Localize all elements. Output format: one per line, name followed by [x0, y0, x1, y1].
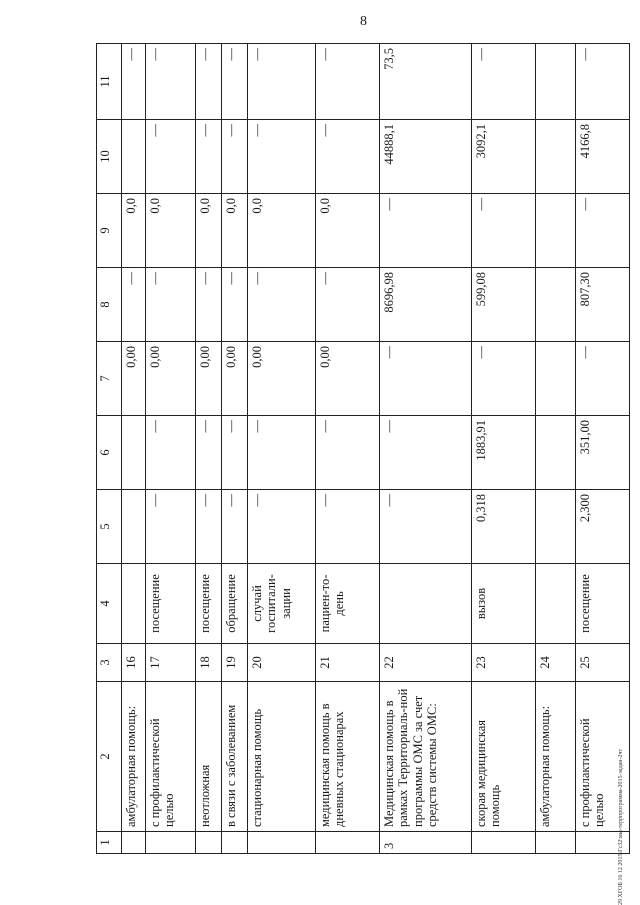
col-header-6: 6	[97, 416, 122, 490]
table-cell-10: 44888,1	[380, 120, 472, 194]
table-cell-1	[536, 832, 576, 854]
table-cell-8: —	[222, 268, 248, 342]
table-row	[380, 44, 472, 854]
table-cell-7: 0,00	[122, 342, 146, 416]
table-cell-4: пациен-то-день	[316, 564, 380, 644]
table-cell-5	[122, 490, 146, 564]
table-cell-2: медицинская помощь в дневных стационарах	[316, 682, 380, 832]
table-cell-1: 3	[380, 832, 472, 854]
table-cell-9: 0,0	[248, 194, 316, 268]
table-cell-6: —	[248, 416, 316, 490]
table-cell-9: —	[380, 194, 472, 268]
table-cell-7: —	[380, 342, 472, 416]
table-cell-8: 599,08	[472, 268, 536, 342]
table-row	[222, 44, 248, 854]
table-cell-5	[536, 490, 576, 564]
table-cell-4: случай госпитали-зации	[248, 564, 316, 644]
table-cell-11: —	[576, 44, 630, 120]
data-table	[96, 43, 630, 854]
table-cell-4: посещение	[196, 564, 222, 644]
table-cell-4	[122, 564, 146, 644]
table-cell-2: неотложная	[196, 682, 222, 832]
table-cell-11	[536, 44, 576, 120]
col-header-4: 4	[97, 564, 122, 644]
table-cell-4	[380, 564, 472, 644]
table-cell-1	[576, 832, 630, 854]
col-header-11: 11	[97, 44, 122, 120]
col-header-7: 7	[97, 342, 122, 416]
table-cell-10: —	[248, 120, 316, 194]
table-cell-8: 8696,98	[380, 268, 472, 342]
table-cell-9: —	[472, 194, 536, 268]
table-cell-2: стационарная помощь	[248, 682, 316, 832]
table-cell-7: —	[472, 342, 536, 416]
table-cell-3: 17	[146, 644, 196, 682]
table-cell-10	[536, 120, 576, 194]
table-cell-9: 0,0	[316, 194, 380, 268]
table-cell-8: —	[146, 268, 196, 342]
table-cell-11: 73,5	[380, 44, 472, 120]
table-cell-10: —	[316, 120, 380, 194]
table-cell-7: 0,00	[146, 342, 196, 416]
table-cell-8: —	[122, 268, 146, 342]
table-cell-9: 0,0	[196, 194, 222, 268]
table-cell-2: амбулаторная помощь:	[122, 682, 146, 832]
table-cell-6: —	[380, 416, 472, 490]
table-cell-6	[122, 416, 146, 490]
table-cell-3: 20	[248, 644, 316, 682]
page-number: 8	[360, 14, 367, 29]
table-cell-6: —	[222, 416, 248, 490]
rotated-table	[96, 44, 620, 854]
table-cell-8: —	[248, 268, 316, 342]
table-cell-2: с профилактической целью	[576, 682, 630, 832]
table-cell-7: —	[576, 342, 630, 416]
table-cell-7: 0,00	[248, 342, 316, 416]
table-cell-5: 0,318	[472, 490, 536, 564]
table-cell-3: 18	[196, 644, 222, 682]
table-cell-5: —	[222, 490, 248, 564]
table-cell-11: —	[122, 44, 146, 120]
table-row	[472, 44, 536, 854]
table-row	[536, 44, 576, 854]
table-cell-7: 0,00	[316, 342, 380, 416]
table-row	[576, 44, 630, 854]
side-footnote: 29 ХГОБ 16 12 2015\Гс32\мы-террпрограмма-2015-задан-2чт	[618, 748, 624, 905]
table-cell-10: —	[196, 120, 222, 194]
table-cell-1	[122, 832, 146, 854]
table-row	[316, 44, 380, 854]
table-cell-2: в связи с заболеванием	[222, 682, 248, 832]
table-cell-1	[248, 832, 316, 854]
col-header-3: 3	[97, 644, 122, 682]
table-cell-9: 0,0	[122, 194, 146, 268]
table-cell-6: —	[316, 416, 380, 490]
table-row	[146, 44, 196, 854]
table-cell-10: —	[222, 120, 248, 194]
table-cell-6: —	[146, 416, 196, 490]
table-cell-3: 24	[536, 644, 576, 682]
col-header-8: 8	[97, 268, 122, 342]
col-header-2: 2	[97, 682, 122, 832]
table-cell-5: 2,300	[576, 490, 630, 564]
table-cell-9	[536, 194, 576, 268]
table-cell-4: посещение	[146, 564, 196, 644]
table-cell-4: вызов	[472, 564, 536, 644]
table-cell-1	[196, 832, 222, 854]
table-cell-5: —	[316, 490, 380, 564]
table-cell-10: —	[146, 120, 196, 194]
table-cell-2: амбулаторная помощь:	[536, 682, 576, 832]
table-cell-3: 19	[222, 644, 248, 682]
table-cell-7: 0,00	[196, 342, 222, 416]
table-cell-11: —	[472, 44, 536, 120]
table-cell-6: 351,00	[576, 416, 630, 490]
header-row	[97, 44, 122, 854]
table-cell-2: Медицинская помощь в рамках Территориаль-ной программы ОМС за счет средств системы ОМС:	[380, 682, 472, 832]
table-cell-4: обращение	[222, 564, 248, 644]
table-cell-5: —	[380, 490, 472, 564]
table-cell-1	[146, 832, 196, 854]
table-row	[196, 44, 222, 854]
table-cell-11: —	[196, 44, 222, 120]
table-cell-10: 4166,8	[576, 120, 630, 194]
table-cell-2: скорая медицинская помощь	[472, 682, 536, 832]
table-cell-8: —	[316, 268, 380, 342]
table-cell-4	[536, 564, 576, 644]
table-cell-2: с профилактической целью	[146, 682, 196, 832]
table-cell-10	[122, 120, 146, 194]
table-cell-8	[536, 268, 576, 342]
table-cell-7	[536, 342, 576, 416]
col-header-5: 5	[97, 490, 122, 564]
col-header-10: 10	[97, 120, 122, 194]
table-cell-11: —	[146, 44, 196, 120]
table-cell-9: 0,0	[146, 194, 196, 268]
table-cell-5: —	[248, 490, 316, 564]
table-cell-8: 807,30	[576, 268, 630, 342]
table-cell-6: —	[196, 416, 222, 490]
table-cell-11: —	[248, 44, 316, 120]
table-cell-1	[472, 832, 536, 854]
table-cell-10: 3092,1	[472, 120, 536, 194]
col-header-1: 1	[97, 832, 122, 854]
table-cell-1	[222, 832, 248, 854]
table-row	[122, 44, 146, 854]
table-cell-4: посещение	[576, 564, 630, 644]
table-cell-6: 1883,91	[472, 416, 536, 490]
table-cell-9: —	[576, 194, 630, 268]
table-cell-5: —	[196, 490, 222, 564]
table-cell-11: —	[222, 44, 248, 120]
table-row	[248, 44, 316, 854]
table-cell-3: 22	[380, 644, 472, 682]
table-cell-8: —	[196, 268, 222, 342]
table-cell-3: 25	[576, 644, 630, 682]
table-cell-6	[536, 416, 576, 490]
table-cell-3: 21	[316, 644, 380, 682]
table-cell-7: 0,00	[222, 342, 248, 416]
table-cell-11: —	[316, 44, 380, 120]
col-header-9: 9	[97, 194, 122, 268]
table-cell-5: —	[146, 490, 196, 564]
table-cell-1	[316, 832, 380, 854]
table-cell-9: 0,0	[222, 194, 248, 268]
table-cell-3: 23	[472, 644, 536, 682]
table-cell-3: 16	[122, 644, 146, 682]
